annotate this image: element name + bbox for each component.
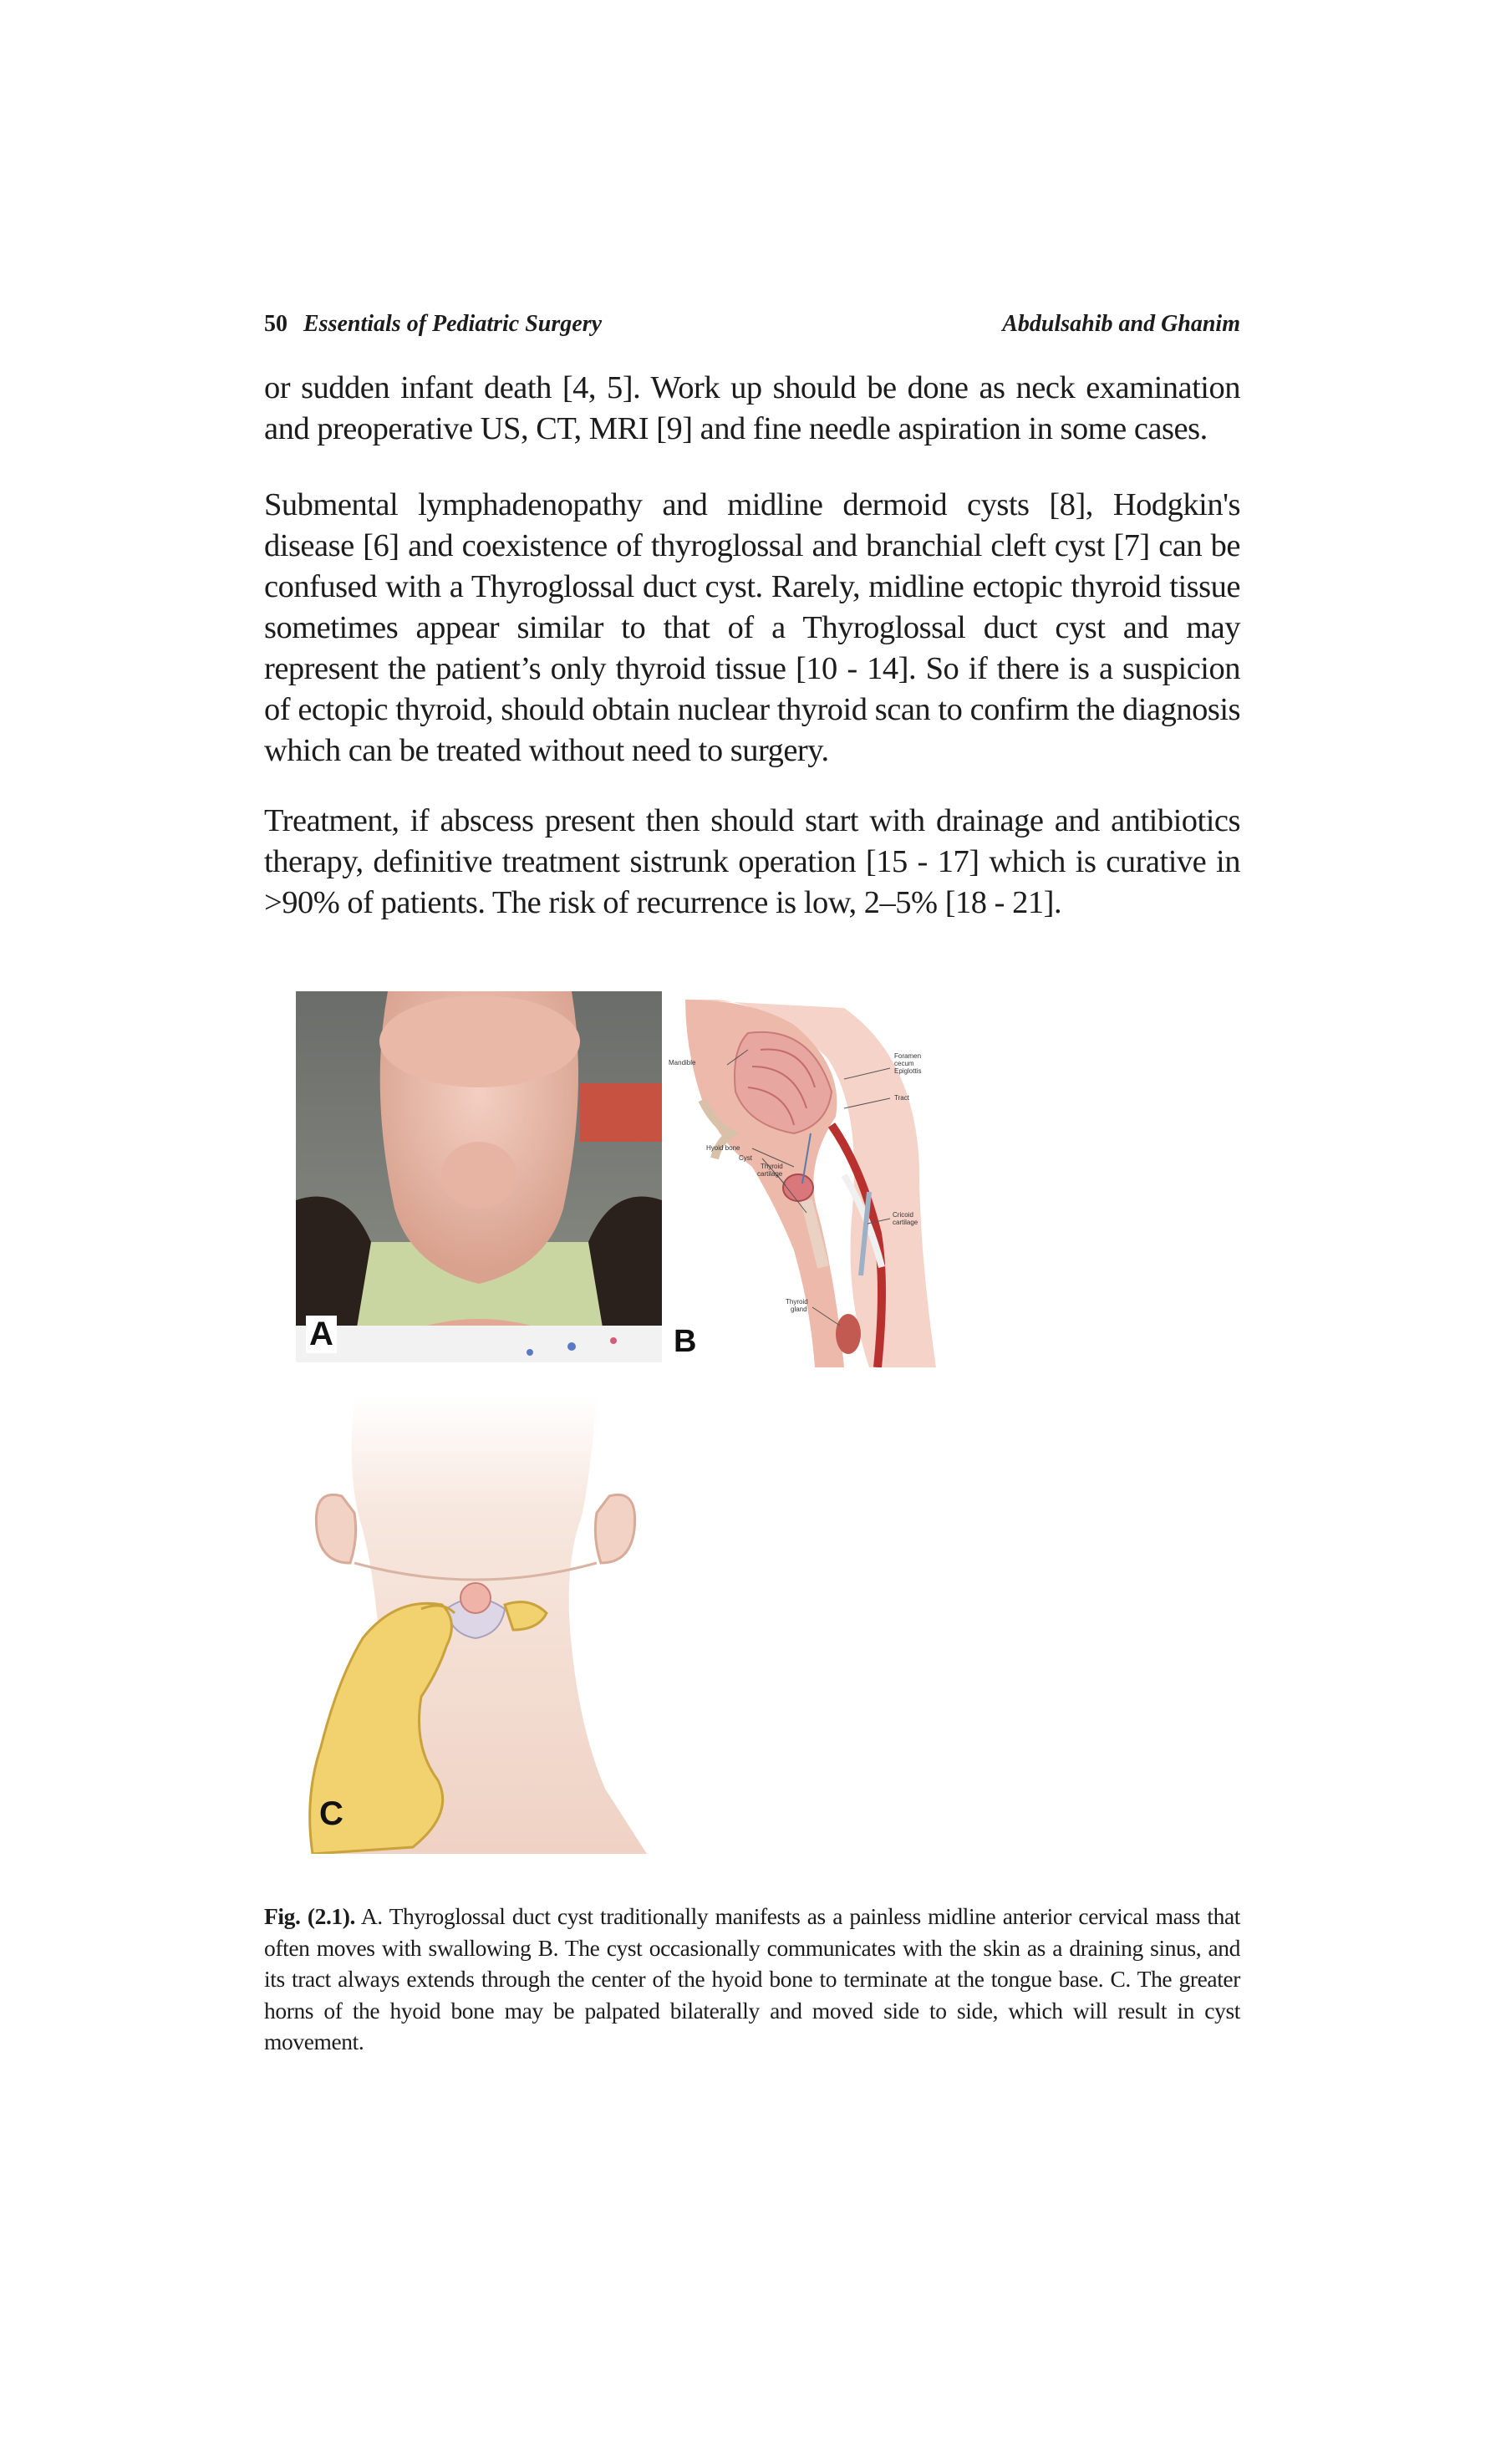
- body-paragraph-2: Submental lymphadenopathy and midline dermoid cysts [8], Hodgkin's disease [6] and coexistence of thyroglossal and branchial cleft cyst [7] can be confused with a Thyroglossal duct cyst. Rarely, midline ectopic thyroid tissue sometimes appear similar to that of a Thyroglossal duct cyst and may represent the patient’s only thyroid tissue [10 - 14]. So if there is a suspicion of ectopic thyroid, should obtain nuclear thyroid scan to confirm the diagnosis which can be treated without need to surgery.: [264, 487, 1240, 768]
- patient-neck-photo: [296, 991, 662, 1362]
- label-thyroid-cartilage-2: cartilage: [757, 1170, 783, 1178]
- label-tract: Tract: [894, 1094, 909, 1102]
- panel-label-a: A: [306, 1316, 337, 1353]
- label-thyroid-gland-1: Thyroid: [786, 1298, 808, 1306]
- hyoid-palpation-illustration: [296, 1396, 655, 1854]
- figure-caption-label: Fig. (2.1).: [264, 1903, 355, 1929]
- label-cricoid: Cricoid: [893, 1211, 913, 1219]
- label-mandible: Mandible: [669, 1059, 696, 1067]
- figure-panel-b-diagram: [669, 1000, 953, 1367]
- figure-caption: [264, 1901, 1240, 2058]
- panel-label-b: B: [674, 1324, 697, 1359]
- label-thyroid-cartilage-1: Thyroid: [761, 1163, 783, 1170]
- panel-label-c: C: [319, 1795, 343, 1832]
- book-title: Essentials of Pediatric Surgery: [303, 311, 603, 337]
- body-paragraph-1: or sudden infant death [4, 5]. Work up should be done as neck examination and preoperative US, CT, MRI [9] and fine needle aspiration in some cases.: [264, 370, 1240, 446]
- figure-caption-text: A. Thyroglossal duct cyst traditionally manifests as a painless midline anterior cervical mass that often moves with swallowing B. The cyst occasionally communicates with the skin as a draining sinus, and its tract always extends through the center of the hyoid bone to terminate at the tongue base. C. The greater horns of the hyoid bone may be palpated bilaterally and moved side to side, which will result in cyst movement.: [264, 1903, 1240, 2054]
- label-thyroid-gland-2: gland: [791, 1306, 807, 1313]
- label-foramen: Foramen: [894, 1052, 922, 1060]
- label-epiglottis: Epiglottis: [894, 1067, 922, 1075]
- label-cricoid-cartilage: cartilage: [893, 1219, 918, 1226]
- label-cecum: cecum: [894, 1060, 914, 1067]
- figure-panel-c-illustration: [296, 1396, 655, 1854]
- running-header: [264, 311, 1240, 344]
- label-cyst: Cyst: [739, 1154, 752, 1162]
- label-hyoid-bone: Hyoid bone: [706, 1144, 740, 1152]
- header-authors: Abdulsahib and Ghanim: [1002, 311, 1240, 337]
- body-paragraph-3: Treatment, if abscess present then should start with drainage and antibiotics therapy, definitive treatment sistrunk operation [15 - 17] which is curative in >90% of patients. The risk of recurrence is low, 2–5% [18 - 21].: [264, 803, 1240, 920]
- page-number: 50: [264, 311, 287, 337]
- figure-panel-a-photo: [296, 991, 662, 1362]
- anatomy-sagittal-diagram: [669, 1000, 953, 1367]
